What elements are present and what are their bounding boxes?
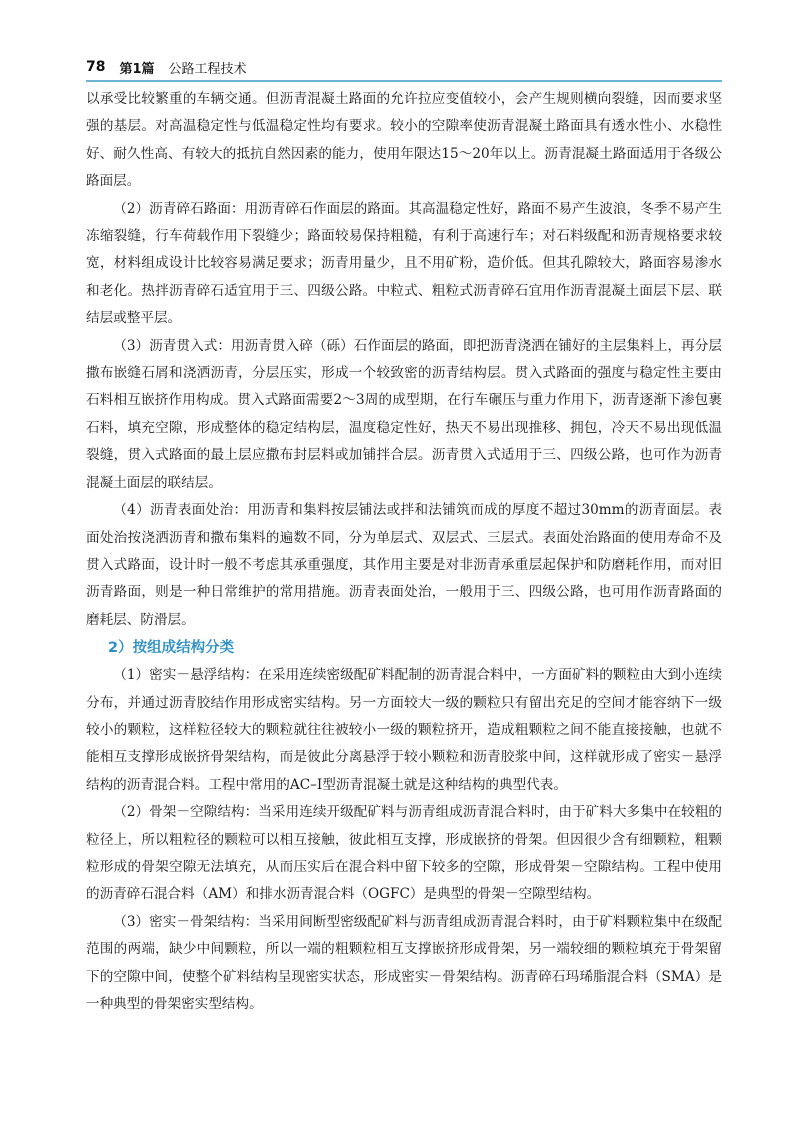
paragraph-asphalt-macadam: （2）沥青碎石路面：用沥青碎石作面层的路面。其高温稳定性好，路面不易产生波浪，冬季不易产生冻缩裂缝，行车荷载作用下裂缝少；路面较易保持粗糙，有利于高速行车；对石料级配和沥青规格要求较宽，材料组成设计比较容易满足要求；沥青用量少，且不用矿粉，造价低。但其孔隙较大，路面容易渗水和老化。热拌沥青碎石适宜用于三、四级公路。中粒式、粗粒式沥青碎石宜用作沥青混凝土面层下层、联结层或整平层。 bbox=[86, 200, 722, 327]
part-label: 第1篇 bbox=[119, 61, 155, 77]
chapter-title: 公路工程技术 bbox=[168, 61, 247, 77]
paragraph-skeleton-void: （2）骨架－空隙结构：当采用连续开级配矿料与沥青组成沥青混合料时，由于矿料大多集中在较粗的粒径上，所以粗粒径的颗粒可以相互接触，彼此相互支撑，形成嵌挤的骨架。但因很少含有细颗粒，粗颗粒形成的骨架空隙无法填充，从而压实后在混合料中留下较多的空隙，形成骨架－空隙结构。工程中使用的沥青碎石混合料（AM）和排水沥青混合料（OGFC）是典型的骨架－空隙型结构。 bbox=[86, 804, 722, 903]
paragraph-penetration-macadam: （3）沥青贯入式：用沥青贯入碎（砾）石作面层的路面，即把沥青浇洒在铺好的主层集料上，再分层撒布嵌缝石屑和浇洒沥青，分层压实，形成一个较致密的沥青结构层。贯入式路面的强度与稳定性主要由石料相互嵌挤作用构成。贯入式路面需要2～3周的成型期，在行车碾压与重力作用下，沥青逐渐下渗包裹石料，填充空隙，形成整体的稳定结构层，温度稳定性好，热天不易出现推移、拥包，冷天不易出现低温裂缝，贯入式路面的最上层应撒布封层料或加铺拌合层。沥青贯入式适用于三、四级公路，也可作为沥青混凝土面层的联结层。 bbox=[86, 337, 722, 491]
paragraph-surface-treatment: （4）沥青表面处治：用沥青和集料按层铺法或拌和法铺筑而成的厚度不超过30mm的沥青面层。表面处治按浇洒沥青和撒布集料的遍数不同，分为单层式、双层式、三层式。表面处治路面的使用寿命不及贯入式路面，设计时一般不考虑其承重强度，其作用主要是对非沥青承重层起保护和防磨耗作用，而对旧沥青路面，则是一种日常维护的常用措施。沥青表面处治，一般用于三、四级公路，也可用作沥青路面的磨耗层、防滑层。 bbox=[86, 502, 722, 628]
header-rule bbox=[86, 80, 722, 82]
paragraph-dense-suspended: （1）密实－悬浮结构：在采用连续密级配矿料配制的沥青混合料中，一方面矿料的颗粒由大到小连续分布，并通过沥青胶结作用形成密实结构。另一方面较大一级的颗粒只有留出充足的空间才能容纳下一级较小的颗粒，这样粒径较大的颗粒就往往被较小一级的颗粒挤开，造成粗颗粒之间不能直接接触，也就不能相互支撑形成嵌挤骨架结构，而是彼此分离悬浮于较小颗粒和沥青胶浆中间，这样就形成了密实－悬浮结构的沥青混合料。工程中常用的AC–I型沥青混凝土就是这种结构的典型代表。 bbox=[86, 667, 722, 793]
page-number: 78 bbox=[86, 59, 106, 75]
section-heading: 2）按组成结构分类 bbox=[108, 640, 235, 657]
paragraph-continued: 以承受比较繁重的车辆交通。但沥青混凝土路面的允许拉应变值较小，会产生规则横向裂缝，因而要求坚强的基层。对高温稳定性与低温稳定性均有要求。较小的空隙率使沥青混凝土路面具有透水性小、水稳性好、耐久性高、有较大的抵抗自然因素的能力，使用年限达15～20年以上。沥青混凝土路面适用于各级公路面层。 bbox=[86, 91, 722, 190]
body-text bbox=[86, 86, 722, 1018]
paragraph-dense-skeleton: （3）密实－骨架结构：当采用间断型密级配矿料与沥青组成沥青混合料时，由于矿料颗粒集中在级配范围的两端，缺少中间颗粒，所以一端的粗颗粒相互支撑嵌挤形成骨架，另一端较细的颗粒填充于骨架留下的空隙中间，使整个矿料结构呈现密实状态，形成密实－骨架结构。沥青碎石玛琋脂混合料（SMA）是一种典型的骨架密实型结构。 bbox=[86, 913, 722, 1012]
running-head bbox=[86, 55, 720, 79]
